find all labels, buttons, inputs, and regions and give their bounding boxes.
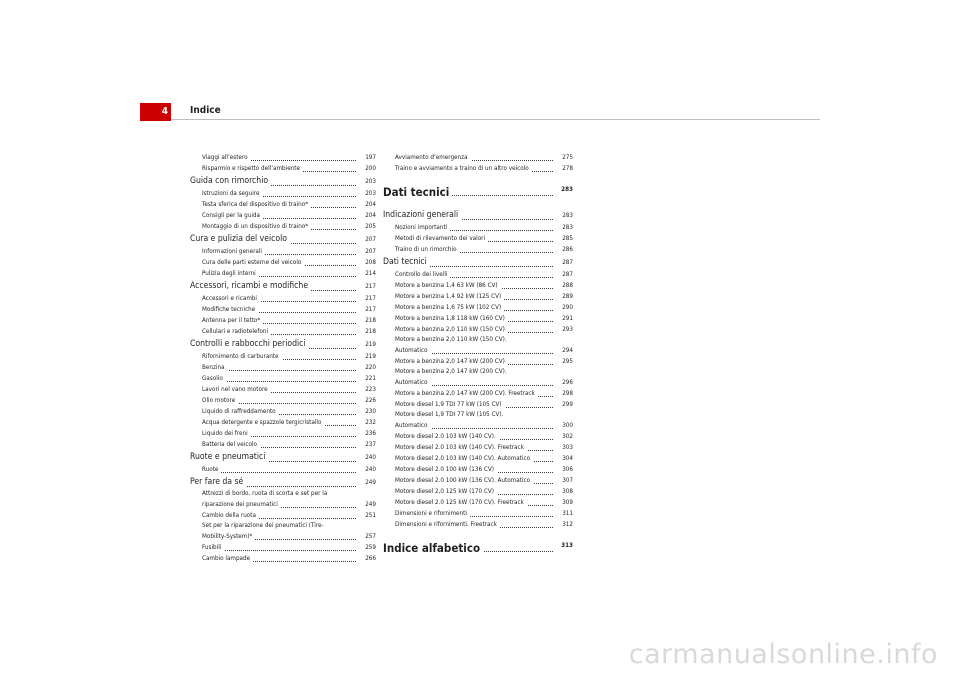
toc-entry bbox=[190, 553, 376, 564]
toc-entry-text: Motore a benzina 1,4 63 kW (86 CV) bbox=[395, 282, 501, 289]
toc-entry bbox=[383, 335, 573, 345]
toc-entry-text: Motore a benzina 1,8 118 kW (160 CV) bbox=[395, 315, 508, 322]
toc-page-number: 296 bbox=[553, 377, 573, 388]
toc-page-number: 220 bbox=[356, 362, 376, 373]
toc-page-number: 204 bbox=[356, 199, 376, 210]
toc-entry-text: Dimensioni e rifornimenti. Freetrack bbox=[395, 521, 500, 528]
toc-page-number: 218 bbox=[356, 315, 376, 326]
toc-entry bbox=[383, 280, 573, 291]
toc-entry bbox=[190, 510, 376, 521]
toc-entry-text: Traino di un rimorchio bbox=[395, 246, 460, 253]
toc-section bbox=[190, 338, 376, 351]
toc-entry bbox=[383, 486, 573, 497]
toc-entry bbox=[190, 163, 376, 174]
toc-entry bbox=[190, 428, 376, 439]
toc-page-number: 204 bbox=[356, 210, 376, 221]
toc-entry bbox=[190, 221, 376, 232]
toc-page-number: 218 bbox=[356, 326, 376, 337]
toc-entry-text: Liquido dei freni bbox=[202, 430, 251, 437]
toc-page-number: 299 bbox=[553, 399, 573, 410]
header-divider bbox=[171, 119, 820, 120]
toc-entry bbox=[383, 345, 573, 356]
toc-entry-text: Olio motore bbox=[202, 397, 238, 404]
toc-entry-text: Per fare da sé bbox=[190, 477, 246, 487]
toc-page-number: 293 bbox=[553, 324, 573, 335]
toc-entry-text: Metodi di rilevamento dei valori bbox=[395, 235, 488, 242]
toc-page-number: 257 bbox=[356, 531, 376, 542]
toc-entry bbox=[190, 384, 376, 395]
toc-section bbox=[190, 476, 376, 489]
toc-entry bbox=[383, 291, 573, 302]
toc-page-number: 283 bbox=[553, 209, 573, 222]
toc-entry-text: Motore diesel 2.0 103 kW (140 CV). bbox=[395, 433, 499, 440]
toc-entry bbox=[383, 356, 573, 367]
toc-entry-text: Indicazioni generali bbox=[383, 210, 461, 220]
toc-entry bbox=[190, 199, 376, 210]
toc-entry-text: Guida con rimorchio bbox=[190, 176, 271, 186]
toc-entry-text: Controllo dei livelli bbox=[395, 271, 450, 278]
toc-entry-text: Pulizia degli interni bbox=[202, 270, 259, 277]
toc-entry-text: Informazioni generali bbox=[202, 248, 265, 255]
toc-chapter bbox=[383, 183, 573, 201]
toc-page-number: 219 bbox=[356, 351, 376, 362]
toc-page-number: 266 bbox=[356, 553, 376, 564]
toc-page-number: 249 bbox=[356, 476, 376, 489]
toc-page-number: 285 bbox=[553, 233, 573, 244]
toc-entry-text: Cellulari e radiotelefoni bbox=[202, 328, 271, 335]
toc-entry-text: Mobility-System)* bbox=[202, 533, 255, 540]
toc-entry bbox=[190, 326, 376, 337]
toc-entry bbox=[383, 497, 573, 508]
toc-entry-text: Avviamento d’emergenza bbox=[395, 154, 471, 161]
toc-entry-text: Controlli e rabbocchi periodici bbox=[190, 339, 309, 349]
toc-entry-text: Cura e pulizia del veicolo bbox=[190, 234, 290, 244]
toc-entry bbox=[383, 464, 573, 475]
toc-page-number: 217 bbox=[356, 304, 376, 315]
toc-entry-text: Motore a benzina 1,4 92 kW (125 CV) bbox=[395, 293, 504, 300]
toc-entry-text: Cambio lampade bbox=[202, 555, 253, 562]
toc-entry-text: Motore diesel 2,0 125 kW (170 CV) bbox=[395, 488, 497, 495]
toc-page-number: 275 bbox=[553, 152, 573, 163]
toc-page-number: 226 bbox=[356, 395, 376, 406]
toc-page-number: 283 bbox=[553, 222, 573, 233]
toc-entry bbox=[190, 464, 376, 475]
toc-entry bbox=[190, 439, 376, 450]
toc-entry bbox=[190, 531, 376, 542]
page-title: Indice bbox=[190, 105, 221, 116]
toc-entry bbox=[383, 399, 573, 410]
toc-page-number: 203 bbox=[356, 188, 376, 199]
toc-entry-text: Acqua detergente e spazzole tergicristallo bbox=[202, 419, 324, 426]
toc-entry bbox=[383, 302, 573, 313]
toc-entry bbox=[383, 367, 573, 377]
toc-page-number: 309 bbox=[553, 497, 573, 508]
toc-entry bbox=[383, 475, 573, 486]
toc-entry-text: Automatico bbox=[395, 422, 431, 429]
toc-entry-text: Accessori e ricambi bbox=[202, 295, 260, 302]
watermark-logo: carmanualsonline.info bbox=[628, 639, 938, 670]
toc-entry bbox=[190, 315, 376, 326]
toc-entry-text: Cura delle parti esterne del veicolo bbox=[202, 259, 304, 266]
toc-right-column bbox=[383, 152, 573, 565]
toc-page-number: 312 bbox=[553, 519, 573, 530]
toc-page-number: 302 bbox=[553, 431, 573, 442]
dot-leader bbox=[202, 550, 356, 551]
toc-chapter bbox=[383, 539, 573, 557]
toc-entry-text: Motore diesel 1,9 TDI 77 kW (105 CV) bbox=[395, 401, 505, 408]
toc-entry-text: Motore diesel 2.0 125 kW (170 CV). Freetrack bbox=[395, 499, 527, 506]
toc-entry-text: Dimensioni e rifornimenti bbox=[395, 510, 470, 517]
toc-page-number: 294 bbox=[553, 345, 573, 356]
toc-entry-text: Batteria del veicolo bbox=[202, 441, 260, 448]
toc-entry bbox=[190, 188, 376, 199]
toc-page-number: 278 bbox=[553, 163, 573, 174]
toc-entry bbox=[190, 499, 376, 510]
toc-entry-text: Cambio della ruota bbox=[202, 512, 259, 519]
toc-entry-text: Dati tecnici bbox=[383, 257, 430, 267]
toc-entry bbox=[190, 293, 376, 304]
toc-entry bbox=[190, 257, 376, 268]
toc-page-number: 200 bbox=[356, 163, 376, 174]
toc-entry bbox=[190, 210, 376, 221]
toc-page-number: 306 bbox=[553, 464, 573, 475]
toc-entry-text: Gasolio bbox=[202, 375, 226, 382]
toc-page-number: 217 bbox=[356, 293, 376, 304]
toc-page-number: 232 bbox=[356, 417, 376, 428]
toc-entry bbox=[190, 542, 376, 553]
toc-entry bbox=[190, 489, 376, 499]
toc-page-number: 214 bbox=[356, 268, 376, 279]
toc-entry-text: Motore a benzina 2,0 147 kW (200 CV). bbox=[395, 368, 510, 375]
toc-page-number: 303 bbox=[553, 442, 573, 453]
toc-entry bbox=[383, 163, 573, 174]
toc-page-number: 295 bbox=[553, 356, 573, 367]
toc-page-number: 300 bbox=[553, 420, 573, 431]
toc-entry-text: Lavori nel vano motore bbox=[202, 386, 271, 393]
toc-entry bbox=[190, 395, 376, 406]
toc-entry-text: Motore a benzina 1,6 75 kW (102 CV) bbox=[395, 304, 504, 311]
toc-entry bbox=[190, 268, 376, 279]
toc-page-number: 249 bbox=[356, 499, 376, 510]
toc-entry-text: Modifiche tecniche bbox=[202, 306, 258, 313]
toc-entry-text: Antenna per il tetto* bbox=[202, 317, 263, 324]
toc-page-number: 197 bbox=[356, 152, 376, 163]
toc-page-number: 208 bbox=[356, 257, 376, 268]
toc-page-number: 287 bbox=[553, 269, 573, 280]
toc-page-number: 259 bbox=[356, 542, 376, 553]
toc-section bbox=[383, 256, 573, 269]
toc-page-number: 283 bbox=[553, 183, 573, 199]
toc-entry bbox=[383, 420, 573, 431]
toc-page-number: 313 bbox=[553, 539, 573, 555]
toc-entry bbox=[190, 351, 376, 362]
toc-page-number: 207 bbox=[356, 246, 376, 257]
toc-page-number: 286 bbox=[553, 244, 573, 255]
toc-entry-text: Testa sferica del dispositivo di traino* bbox=[202, 201, 311, 208]
toc-entry bbox=[383, 453, 573, 464]
toc-section bbox=[190, 233, 376, 246]
toc-entry-text: Automatico bbox=[395, 379, 431, 386]
toc-entry-text: Dati tecnici bbox=[383, 185, 452, 199]
page-number-badge: 4 bbox=[140, 103, 171, 121]
toc-entry-text: Motore a benzina 2,0 147 kW (200 CV). Freetrack bbox=[395, 390, 538, 397]
toc-entry-text: Benzina bbox=[202, 364, 228, 371]
toc-page-number: 289 bbox=[553, 291, 573, 302]
toc-entry bbox=[383, 508, 573, 519]
toc-entry-text: Motore a benzina 2,0 110 kW (150 CV). bbox=[395, 336, 510, 343]
toc-page-number: 236 bbox=[356, 428, 376, 439]
toc-entry-text: Motore diesel 1,9 TDI 77 kW (105 CV). bbox=[395, 411, 506, 418]
toc-entry-text: Rifornimento di carburante bbox=[202, 353, 282, 360]
toc-entry-text: Motore a benzina 2,0 110 kW (150 CV) bbox=[395, 326, 508, 333]
toc-page-number: 291 bbox=[553, 313, 573, 324]
toc-entry bbox=[190, 152, 376, 163]
toc-entry bbox=[383, 431, 573, 442]
toc-entry-text: riparazione dei pneumatici bbox=[202, 501, 281, 508]
toc-page-number: 237 bbox=[356, 439, 376, 450]
toc-entry-text: Montaggio di un dispositivo di traino* bbox=[202, 223, 311, 230]
toc-page-number: 205 bbox=[356, 221, 376, 232]
toc-entry bbox=[383, 269, 573, 280]
toc-entry bbox=[383, 519, 573, 530]
toc-entry bbox=[190, 406, 376, 417]
toc-entry bbox=[190, 362, 376, 373]
toc-page-number: 307 bbox=[553, 475, 573, 486]
toc-entry bbox=[383, 233, 573, 244]
toc-left-column bbox=[190, 152, 376, 564]
toc-entry bbox=[383, 324, 573, 335]
toc-entry bbox=[383, 313, 573, 324]
toc-page-number: 311 bbox=[553, 508, 573, 519]
toc-entry bbox=[190, 417, 376, 428]
toc-page-number: 287 bbox=[553, 256, 573, 269]
toc-entry-text: Set per la riparazione dei pneumatici (Tire- bbox=[202, 522, 327, 529]
toc-entry bbox=[383, 377, 573, 388]
toc-page-number: 251 bbox=[356, 510, 376, 521]
toc-entry-text: Motore diesel 2.0 103 kW (140 CV). Automatico bbox=[395, 455, 533, 462]
dot-leader bbox=[202, 472, 356, 473]
toc-entry-text: Automatico bbox=[395, 347, 431, 354]
toc-page-number: 288 bbox=[553, 280, 573, 291]
toc-entry-text: Motore diesel 2.0 103 kW (140 CV). Freetrack bbox=[395, 444, 527, 451]
toc-section bbox=[190, 451, 376, 464]
toc-entry bbox=[383, 410, 573, 420]
toc-entry-text: Liquido di raffreddamento bbox=[202, 408, 279, 415]
toc-entry-text: Risparmio e rispetto dell’ambiente bbox=[202, 165, 303, 172]
toc-entry-text: Motore diesel 2.0 100 kW (136 CV). Automatico bbox=[395, 477, 533, 484]
toc-page-number: 230 bbox=[356, 406, 376, 417]
toc-page-number: 290 bbox=[553, 302, 573, 313]
toc-entry bbox=[383, 152, 573, 163]
toc-entry-text: Consigli per la guida bbox=[202, 212, 263, 219]
toc-entry-text: Motore diesel 2.0 100 kW (136 CV) bbox=[395, 466, 497, 473]
toc-entry-text: Istruzioni da seguire bbox=[202, 190, 262, 197]
toc-page-number: 219 bbox=[356, 338, 376, 351]
toc-entry-text: Motore a benzina 2,0 147 kW (200 CV) bbox=[395, 358, 508, 365]
toc-entry bbox=[383, 388, 573, 399]
toc-page-number: 203 bbox=[356, 175, 376, 188]
toc-entry-text: Indice alfabetico bbox=[383, 541, 483, 555]
toc-page-number: 308 bbox=[553, 486, 573, 497]
toc-section bbox=[190, 175, 376, 188]
toc-entry bbox=[190, 373, 376, 384]
toc-page-number: 221 bbox=[356, 373, 376, 384]
toc-page-number: 304 bbox=[553, 453, 573, 464]
toc-page-number: 217 bbox=[356, 280, 376, 293]
toc-entry-text: Ruote bbox=[202, 466, 221, 473]
toc-entry bbox=[383, 222, 573, 233]
toc-entry-text: Traino e avviamento a traino di un altro veicolo bbox=[395, 165, 532, 172]
toc-section bbox=[383, 209, 573, 222]
toc-entry bbox=[190, 521, 376, 531]
toc-page-number: 207 bbox=[356, 233, 376, 246]
toc-entry-text: Viaggi all’estero bbox=[202, 154, 251, 161]
toc-entry-text: Attrezzi di bordo, ruota di scorta e set per la bbox=[202, 490, 330, 497]
toc-entry bbox=[383, 442, 573, 453]
toc-page-number: 240 bbox=[356, 464, 376, 475]
toc-page-number: 240 bbox=[356, 451, 376, 464]
toc-entry bbox=[190, 246, 376, 257]
toc-entry-text: Ruote e pneumatici bbox=[190, 452, 268, 462]
toc-entry-text: Accessori, ricambi e modifiche bbox=[190, 281, 311, 291]
toc-entry-text: Fusibili bbox=[202, 544, 224, 551]
toc-entry bbox=[190, 304, 376, 315]
toc-entry bbox=[383, 244, 573, 255]
toc-page-number: 298 bbox=[553, 388, 573, 399]
toc-section bbox=[190, 280, 376, 293]
toc-page-number: 223 bbox=[356, 384, 376, 395]
toc-entry-text: Nozioni importanti bbox=[395, 224, 450, 231]
